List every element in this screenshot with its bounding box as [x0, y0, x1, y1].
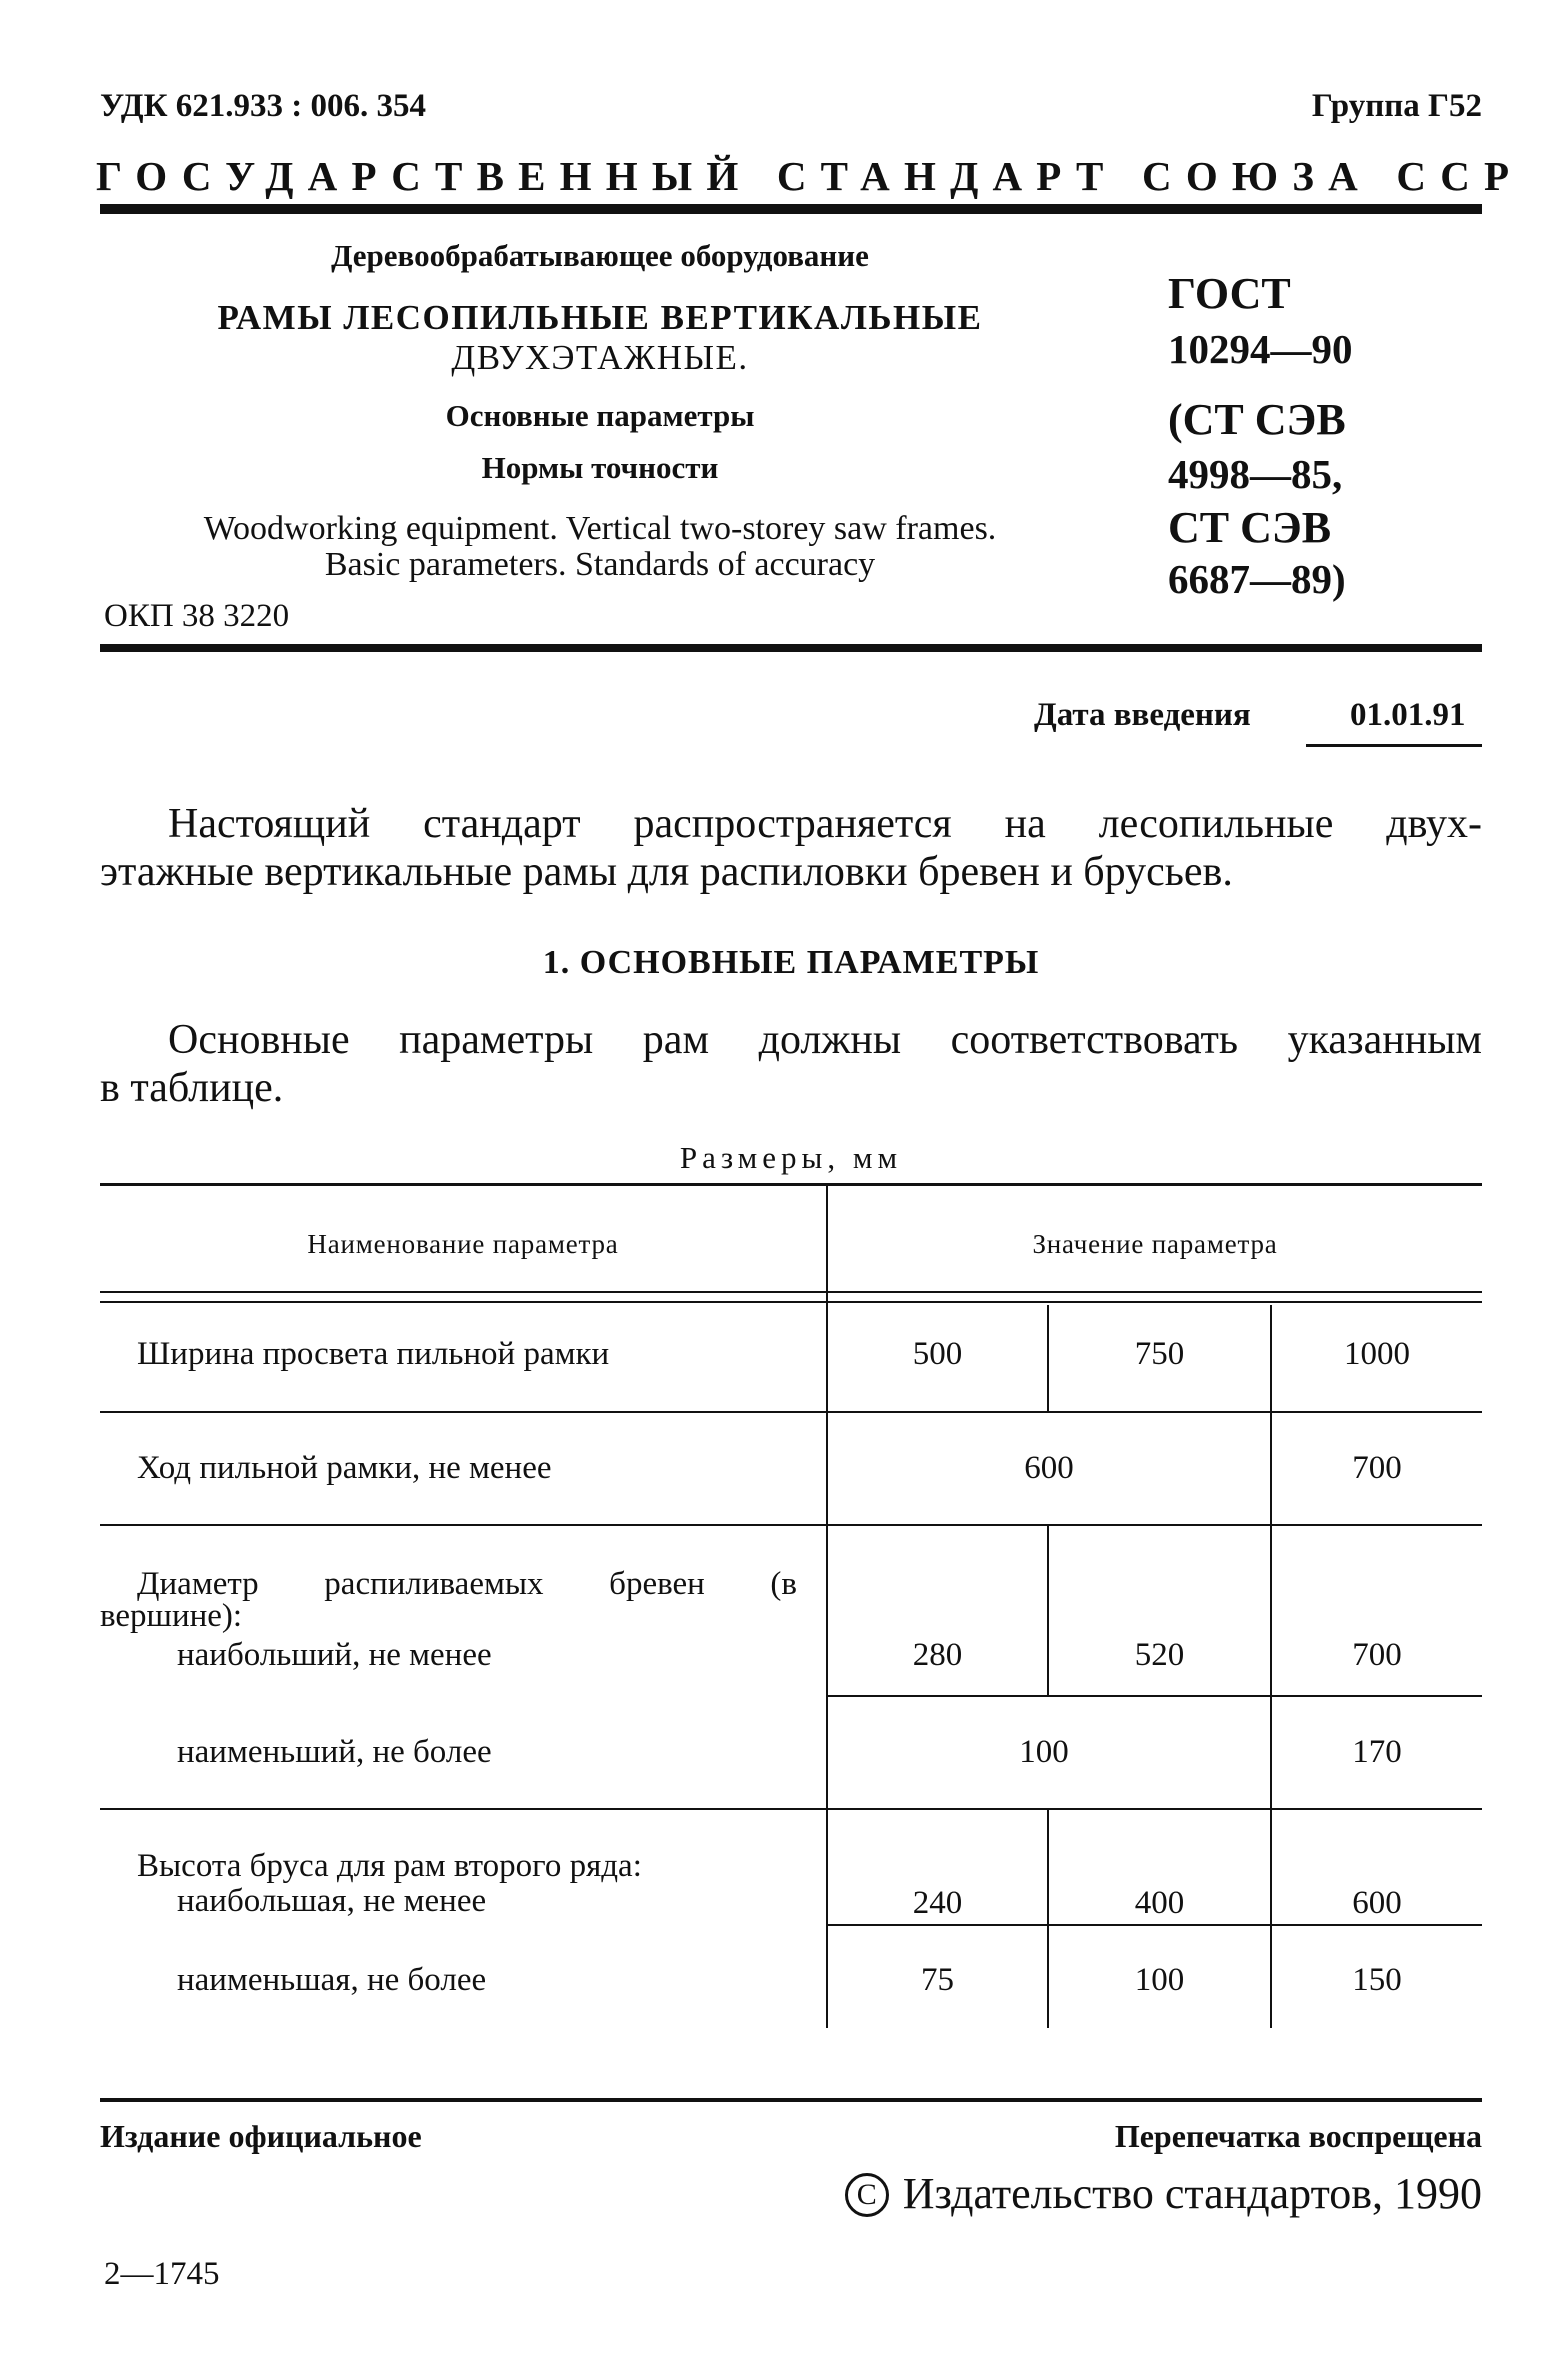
reprint-prohibited: Перепечатка воспрещена	[1114, 2118, 1482, 2154]
copyright-icon: C	[845, 2173, 889, 2217]
height-min-value-3: 150	[1352, 1962, 1402, 1998]
state-standard-heading: ГОСУДАРСТВЕННЫЙ СТАНДАРТ СОЮЗА ССР	[96, 153, 1524, 199]
udc-code: УДК 621.933 : 006. 354	[100, 88, 427, 124]
english-title-line2: Basic parameters. Standards of accuracy	[324, 546, 876, 583]
stroke-value-last: 700	[1352, 1450, 1402, 1486]
st-sev-2-label: СТ СЭВ	[1168, 503, 1332, 552]
st-sev-1-label: (СТ СЭВ	[1168, 395, 1346, 444]
official-edition: Издание официальное	[100, 2118, 422, 2154]
intro-date-value: 01.01.91	[1350, 697, 1466, 733]
section-heading: 1. ОСНОВНЫЕ ПАРАМЕТРЫ	[542, 944, 1040, 981]
print-number: 2—1745	[104, 2256, 220, 2292]
row-separator-1	[100, 1411, 1482, 1413]
height-min-value-2: 100	[1134, 1962, 1185, 1998]
params-paragraph-line2: в таблице.	[100, 1065, 284, 1111]
row-label-width: Ширина просвета пильной рамки	[137, 1336, 610, 1372]
subtitle-accuracy: Нормы точности	[481, 450, 719, 485]
row-label-diameter: Диаметр распиливаемых бревен (в	[137, 1566, 797, 1602]
width-value-500: 500	[912, 1336, 963, 1372]
table-units-caption: Размеры, мм	[679, 1140, 903, 1175]
header-parameter-name: Наименование параметра	[307, 1229, 619, 1259]
diameter-min-label: наименьший, не более	[177, 1734, 492, 1770]
height-max-value-3: 600	[1352, 1885, 1402, 1921]
st-sev-2-number: 6687—89)	[1168, 556, 1346, 602]
height-min-label: наименьшая, не более	[177, 1962, 487, 1998]
table-header-rule-a	[100, 1291, 1482, 1293]
height-sub-rule	[828, 1924, 1482, 1926]
st-sev-1-number: 4998—85,	[1168, 451, 1343, 497]
diameter-max-value-1: 280	[912, 1637, 963, 1673]
row-label-height: Высота бруса для рам второго ряда:	[137, 1848, 642, 1884]
height-max-value-2: 400	[1134, 1885, 1185, 1921]
row-separator-2	[100, 1524, 1482, 1526]
gost-number: 10294—90	[1168, 326, 1353, 372]
table-header-rule-b	[100, 1301, 1482, 1303]
group-code: Группа Г52	[1311, 88, 1482, 124]
row-separator-3	[100, 1808, 1482, 1810]
header-parameter-value: Значение параметра	[1032, 1229, 1278, 1259]
row-label-diameter-cont: вершине):	[100, 1598, 243, 1634]
okp-code: ОКП 38 3220	[104, 598, 290, 634]
title-block-thick-rule	[100, 644, 1482, 652]
standard-title-line2: ДВУХЭТАЖНЫЕ.	[451, 338, 749, 377]
scope-paragraph-line2: этажные вертикальные рамы для распиловки бревен и брусьев.	[100, 849, 1233, 895]
diameter-min-last: 170	[1352, 1734, 1402, 1770]
standard-title-line1: РАМЫ ЛЕСОПИЛЬНЫЕ ВЕРТИКАЛЬНЫЕ	[217, 298, 983, 337]
diameter-max-label: наибольший, не менее	[177, 1637, 492, 1673]
english-title-line1: Woodworking equipment. Vertical two-storey saw frames.	[203, 510, 997, 547]
height-max-value-1: 240	[912, 1885, 963, 1921]
footer-rule	[100, 2098, 1482, 2102]
width-value-750: 750	[1134, 1336, 1185, 1372]
diameter-max-value-2: 520	[1134, 1637, 1185, 1673]
scope-paragraph-line1: Настоящий стандарт распространяется на лесопильные двух-	[168, 801, 1482, 847]
params-paragraph-line1: Основные параметры рам должны соответствовать указанным	[168, 1017, 1482, 1063]
width-value-1000: 1000	[1344, 1336, 1410, 1372]
header-thick-rule	[100, 204, 1482, 214]
height-max-label: наибольшая, не менее	[177, 1883, 487, 1919]
stroke-value-merged: 600	[1024, 1450, 1074, 1486]
gost-label: ГОСТ	[1168, 269, 1291, 318]
row-label-stroke: Ход пильной рамки, не менее	[137, 1450, 552, 1486]
equipment-category: Деревообрабатывающее оборудование	[331, 238, 869, 273]
diameter-min-merged: 100	[1019, 1734, 1069, 1770]
diameter-max-value-3: 700	[1352, 1637, 1402, 1673]
intro-date-underline	[1306, 744, 1482, 747]
intro-date-label: Дата введения	[1034, 697, 1251, 733]
subtitle-params: Основные параметры	[445, 398, 755, 433]
table-top-rule	[100, 1183, 1482, 1186]
publisher-copyright	[845, 2168, 1482, 2219]
diameter-sub-rule	[828, 1695, 1482, 1697]
height-min-value-1: 75	[921, 1962, 954, 1998]
publisher-name: Издательство стандартов, 1990	[902, 2169, 1482, 2218]
